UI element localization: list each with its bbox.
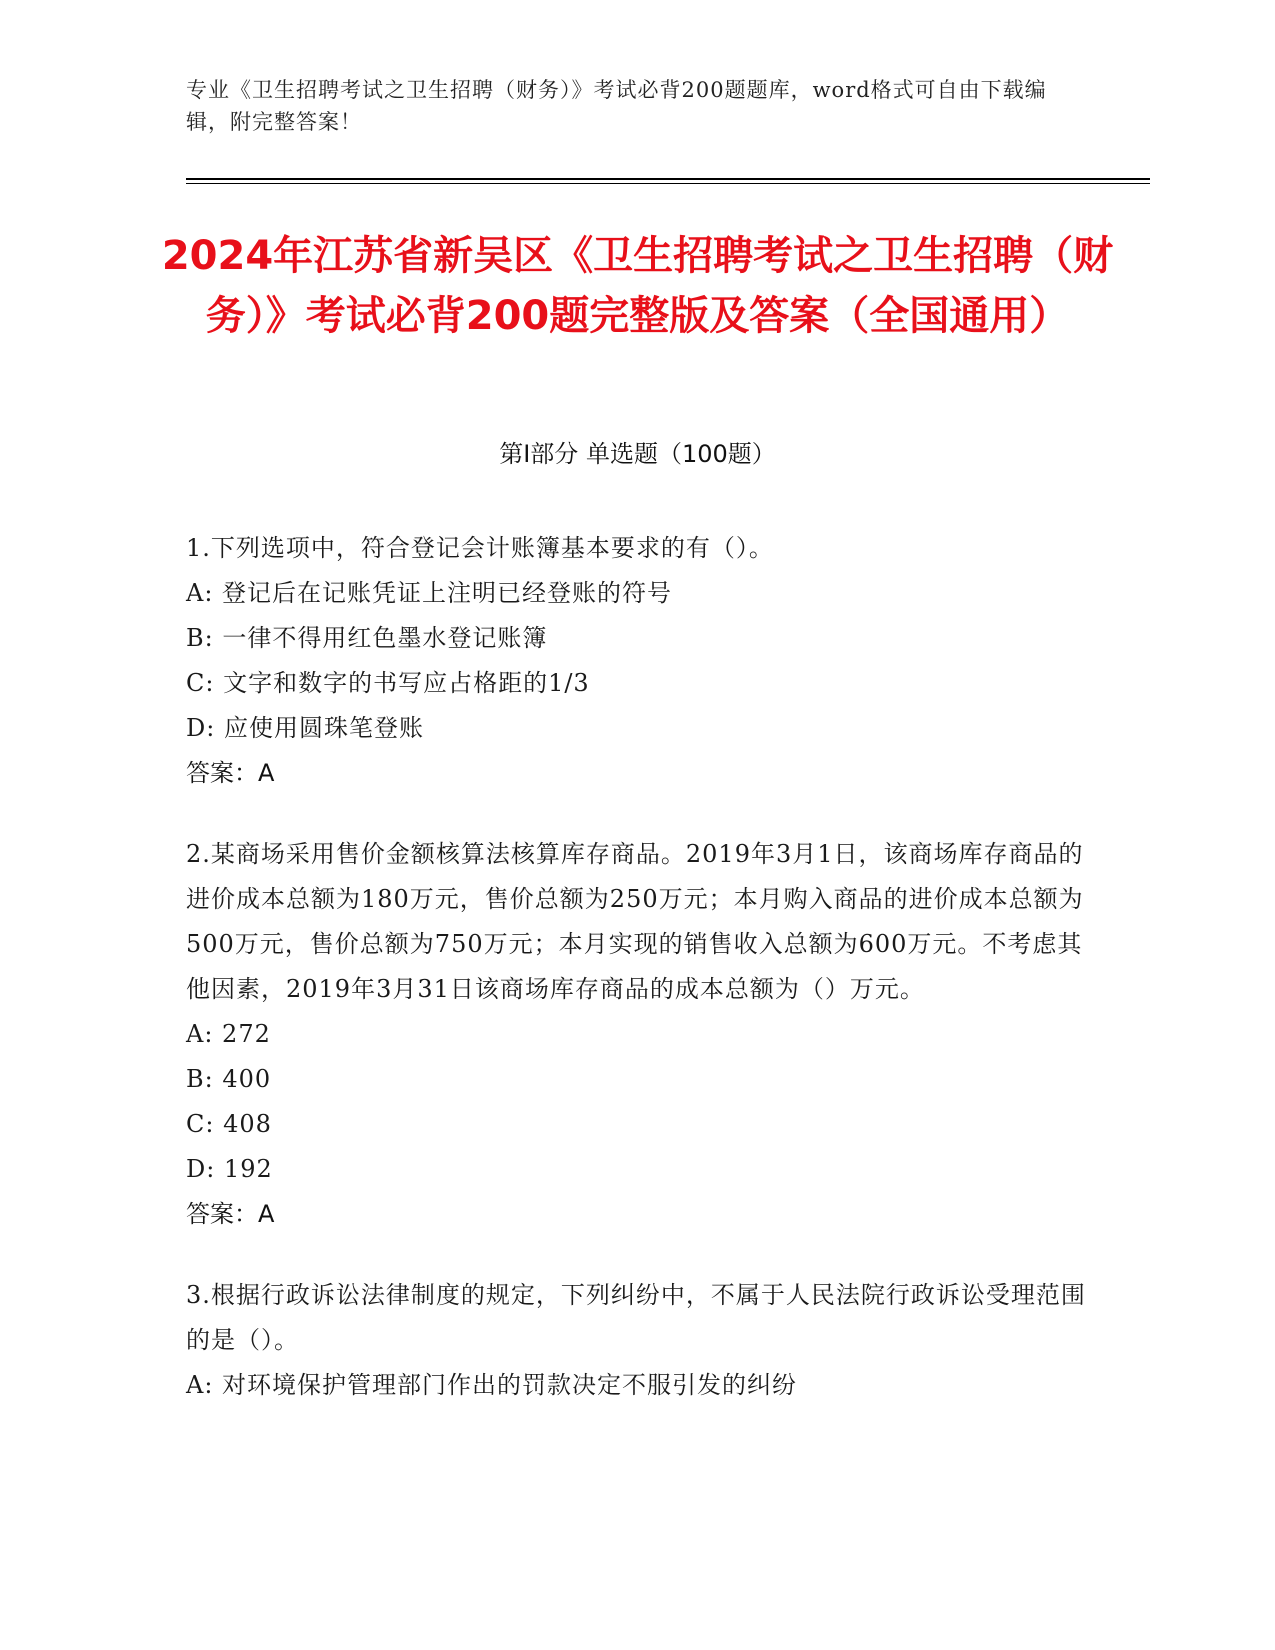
question-1: [186, 526, 1086, 796]
option-b: B: 一律不得用红色墨水登记账簿: [186, 624, 548, 652]
header-rule-thick: [186, 178, 1150, 180]
option-d: D: 应使用圆珠笔登账: [186, 714, 424, 742]
question-stem: 3.根据行政诉讼法律制度的规定，下列纠纷中，不属于人民法院行政诉讼受理范围的是（）。: [186, 1281, 1086, 1354]
option-a: A: 对环境保护管理部门作出的罚款决定不服引发的纠纷: [186, 1371, 798, 1399]
question-stem: 1.下列选项中，符合登记会计账簿基本要求的有（）。: [186, 534, 774, 562]
option-c: C: 文字和数字的书写应占格距的1/3: [186, 669, 590, 697]
header-rule-thin: [186, 183, 1150, 184]
question-3: [186, 1273, 1086, 1408]
option-a: A: 登记后在记账凭证上注明已经登账的符号: [186, 579, 673, 607]
question-list: [186, 526, 1086, 1444]
question-stem: 2.某商场采用售价金额核算法核算库存商品。2019年3月1日，该商场库存商品的进价成本总额为180万元，售价总额为250万元；本月购入商品的进价成本总额为500万元，售价总额为750万元；本月实现的销售收入总额为600万元。不考虑其他因素，2019年3月31日该商场库存商品的成本总额为（）万元。: [186, 840, 1084, 1003]
answer: 答案：A: [186, 759, 275, 787]
question-2: [186, 832, 1086, 1237]
header-note: 专业《卫生招聘考试之卫生招聘（财务）》考试必背200题题库，word格式可自由下载编辑，附完整答案！: [186, 78, 1047, 134]
option-a: A: 272: [186, 1020, 271, 1048]
answer: 答案：A: [186, 1200, 275, 1228]
document-title: 2024年江苏省新吴区《卫生招聘考试之卫生招聘（财务）》考试必背200题完整版及答案（全国通用）: [161, 233, 1114, 339]
section-heading: 第I部分 单选题（100题）: [499, 440, 776, 468]
option-d: D: 192: [186, 1155, 273, 1183]
option-b: B: 400: [186, 1065, 272, 1093]
option-c: C: 408: [186, 1110, 272, 1138]
